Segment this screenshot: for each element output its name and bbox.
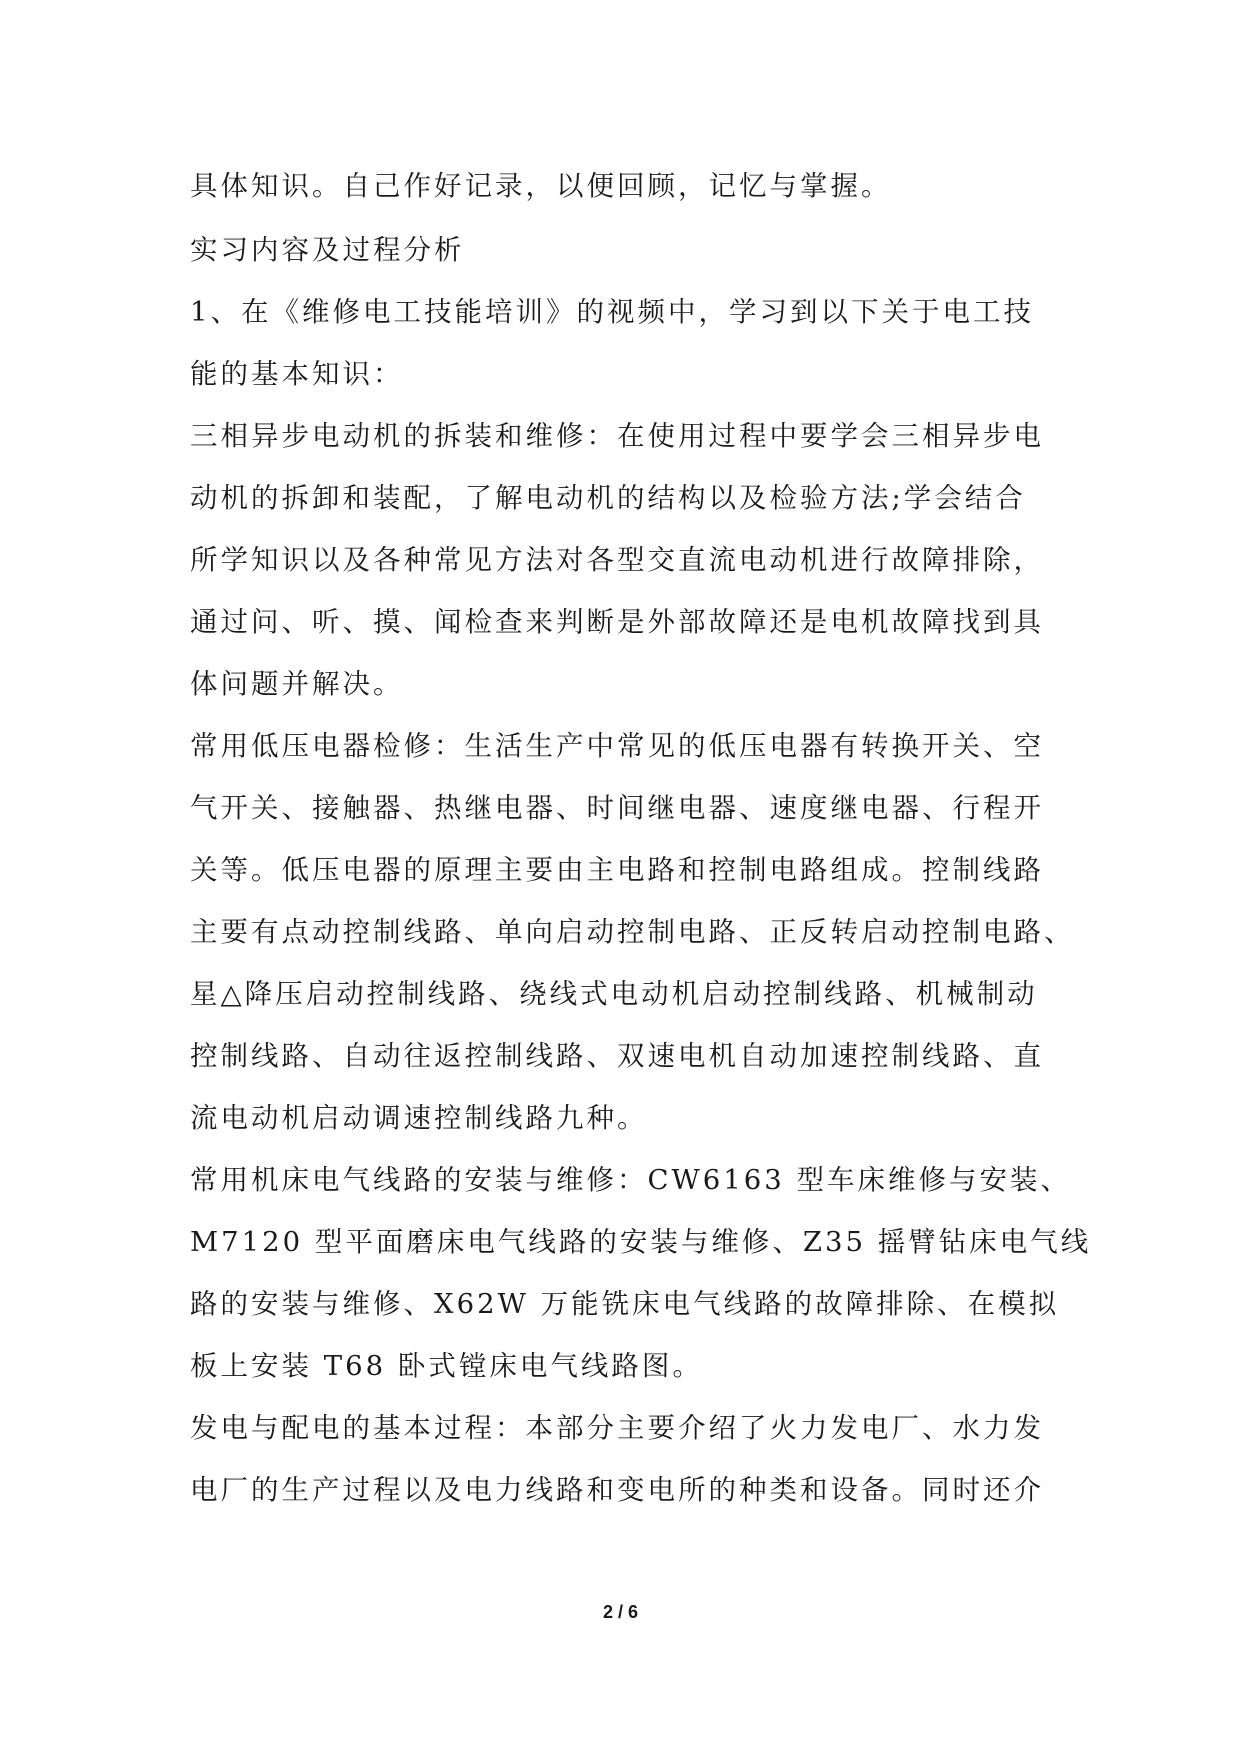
text-line: 三相异步电动机的拆装和维修：在使用过程中要学会三相异步电: [190, 420, 1044, 452]
text-line: 主要有点动控制线路、单向启动控制电路、正反转启动控制电路、: [190, 916, 1075, 948]
text-line: 流电动机启动调速控制线路九种。: [190, 1102, 648, 1134]
text-line: 关等。低压电器的原理主要由主电路和控制电路组成。控制线路: [190, 854, 1044, 886]
text-line: 气开关、接触器、热继电器、时间继电器、速度继电器、行程开: [190, 792, 1044, 824]
text-line: M7120 型平面磨床电气线路的安装与维修、Z35 摇臂钻床电气线: [190, 1226, 1092, 1258]
section-heading: 实习内容及过程分析: [190, 234, 465, 266]
text-line: 板上安装 T68 卧式镗床电气线路图。: [190, 1350, 703, 1382]
text-line: 路的安装与维修、X62W 万能铣床电气线路的故障排除、在模拟: [190, 1288, 1060, 1320]
text-line: 所学知识以及各种常见方法对各型交直流电动机进行故障排除，: [190, 544, 1044, 576]
page-number: 2 / 6: [602, 1602, 639, 1622]
text-line: 发电与配电的基本过程：本部分主要介绍了火力发电厂、水力发: [190, 1412, 1044, 1444]
text-line: 动机的拆卸和装配，了解电动机的结构以及检验方法;学会结合: [190, 482, 1026, 514]
text-line: 电厂的生产过程以及电力线路和变电所的种类和设备。同时还介: [190, 1474, 1044, 1506]
text-line: 体问题并解决。: [190, 668, 404, 700]
text-line: 星△降压启动控制线路、绕线式电动机启动控制线路、机械制动: [190, 978, 1038, 1010]
text-line: 具体知识。自己作好记录，以便回顾，记忆与掌握。: [190, 170, 892, 202]
text-line: 控制线路、自动往返控制线路、双速电机自动加速控制线路、直: [190, 1040, 1044, 1072]
text-line: 常用低压电器检修：生活生产中常见的低压电器有转换开关、空: [190, 730, 1044, 762]
text-line: 能的基本知识：: [190, 358, 404, 390]
text-line: 1、在《维修电工技能培训》的视频中，学习到以下关于电工技: [190, 296, 1034, 328]
text-line: 通过问、听、摸、闻检查来判断是外部故障还是电机故障找到具: [190, 606, 1044, 638]
text-line: 常用机床电气线路的安装与维修：CW6163 型车床维修与安装、: [190, 1164, 1072, 1196]
